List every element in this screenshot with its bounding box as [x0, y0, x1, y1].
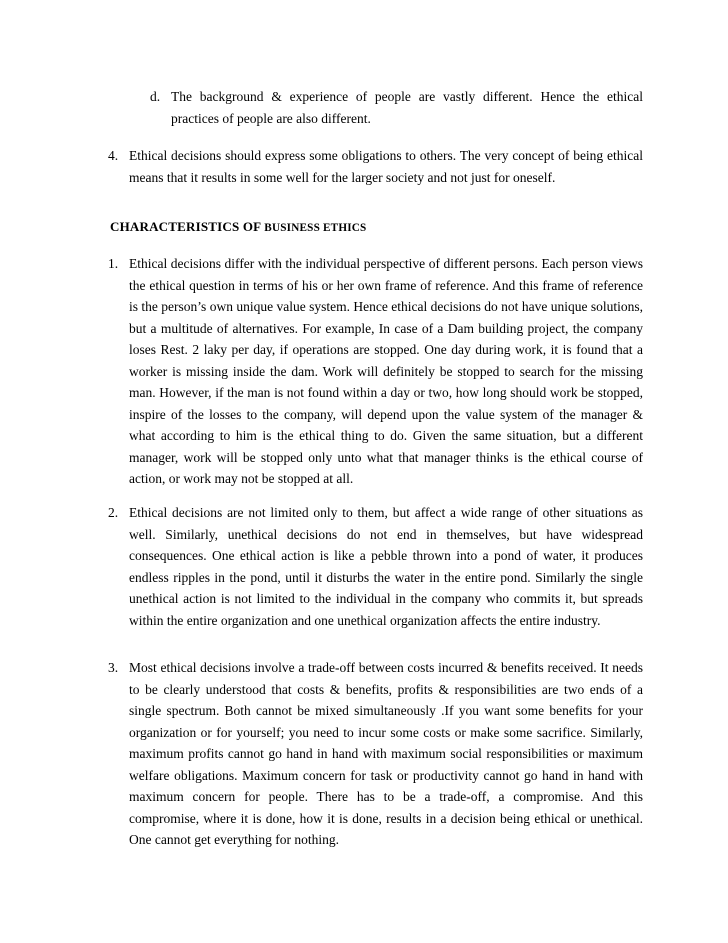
list-marker: 4. — [108, 148, 119, 163]
list-marker: 3. — [108, 660, 119, 675]
list-item-text: Ethical decisions are not limited only to them, but affect a wide range of other situations as well. Similarly, unethical decisions do not end in themselves, but have widespread consequences. One ethical action is like a pebble thrown into a pond of water, it produces endless ripples in the pond, until it disturbs the water in the entire pond. Similarly the single unethical action is not limited to the individual in the company who commits it, but spreads within the entire organization and one unethical organization affects the entire industry. — [129, 505, 643, 628]
list-item-text: Most ethical decisions involve a trade-off between costs incurred & benefits received. It needs to be clearly understood that costs & benefits, profits & responsibilities are two ends of a single spectrum. Both cannot be mixed simultaneously .If you want some benefits for your organization or for yourself; you need to incur some costs or make some sacrifice. Similarly, maximum profits cannot go hand in hand with maximum social responsibilities or maximum welfare obligations. Maximum concern for task or productivity cannot go hand in hand with maximum concern for people. There has to be a trade-off, a compromise. And this compromise, where it is done, how it is done, results in a decision being ethical or unethical. One cannot get everything for nothing. — [129, 660, 643, 847]
list-marker: d. — [150, 89, 161, 104]
list-item-text: Ethical decisions should express some obligations to others. The very concept of being ethical means that it results in some well for the larger society and not just for oneself. — [129, 148, 643, 185]
list-marker: 2. — [108, 505, 119, 520]
list-item-text: The background & experience of people are vastly different. Hence the ethical practices of people are also different. — [171, 89, 643, 126]
list-marker: 1. — [108, 256, 119, 271]
list-item-text: Ethical decisions differ with the individual perspective of different persons. Each person views the ethical question in terms of his or her own frame of reference. And this frame of reference is the person’s own unique value system. Hence ethical decisions do not have unique solutions, but a multitude of alternatives. For example, In case of a Dam building project, the company loses Rest. 2 laky per day, if operations are stopped. One day during work, it is found that a worker is missing inside the dam. Work will definitely be stopped to search for the missing man. However, if the man is not found within a day or two, how long should work be stopped, inspire of the losses to the company, will depend upon the value system of the manager & what according to him is the ethical thing to do. Given the same situation, but a different manager, work will be stopped only unto what that manager thinks is the ethical course of action, or work may not be stopped at all. — [129, 256, 643, 486]
section-heading: CHARACTERISTICS OF BUSINESS ETHICS — [110, 219, 367, 234]
